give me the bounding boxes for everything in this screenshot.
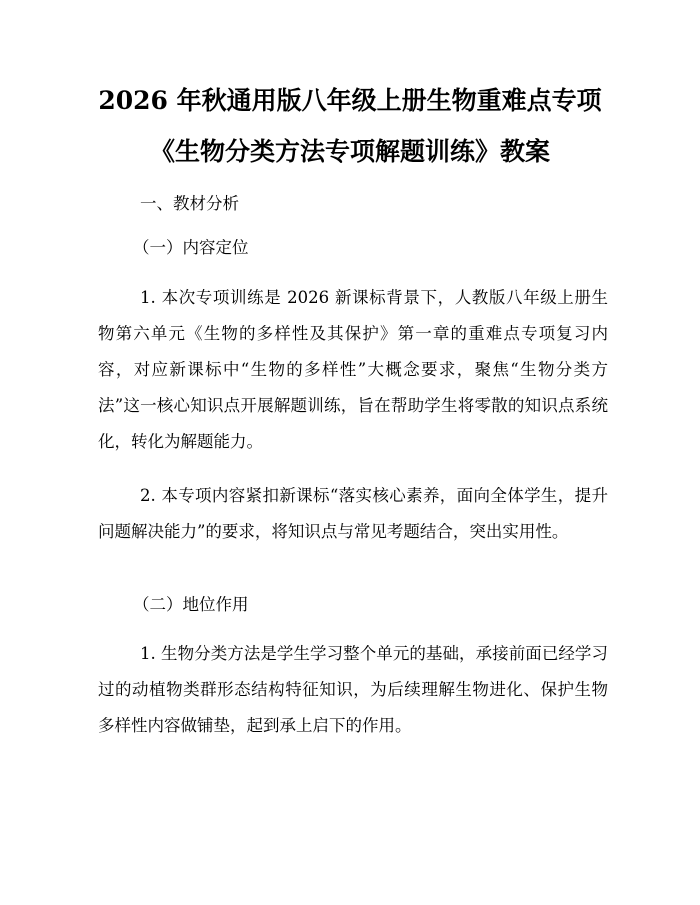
section-heading-textbook-analysis: 一、教材分析 — [140, 194, 239, 213]
document-title-line-2: 《生物分类方法专项解题训练》教案 — [149, 137, 550, 166]
paragraph-content-positioning-1: 1. 本次专项训练是 2026 新课标背景下，人教版八年级上册生物第六单元《生物的多样性及其保护》第一章的重难点专项复习内容，对应新课标中“生物的多样性”大概念要求，聚焦“生物分类方法”这一核心知识点开展解题训练，旨在帮助学生将零散的知识点系统化，转化为解题能力。 — [98, 288, 608, 451]
paragraph-content-positioning-2: 2. 本专项内容紧扣新课标“落实核心素养，面向全体学生，提升问题解决能力”的要求，将知识点与常见考题结合，突出实用性。 — [98, 486, 608, 541]
paragraph-role-1: 1. 生物分类方法是学生学习整个单元的基础，承接前面已经学习过的动植物类群形态结构特征知识，为后续理解生物进化、保护生物多样性内容做铺垫，起到承上启下的作用。 — [98, 644, 608, 735]
document-title-line-1: 2026 年秋通用版八年级上册生物重难点专项 — [98, 86, 602, 115]
subsection-heading-content-positioning: （一）内容定位 — [133, 238, 249, 257]
subsection-heading-role: （二）地位作用 — [133, 595, 249, 614]
